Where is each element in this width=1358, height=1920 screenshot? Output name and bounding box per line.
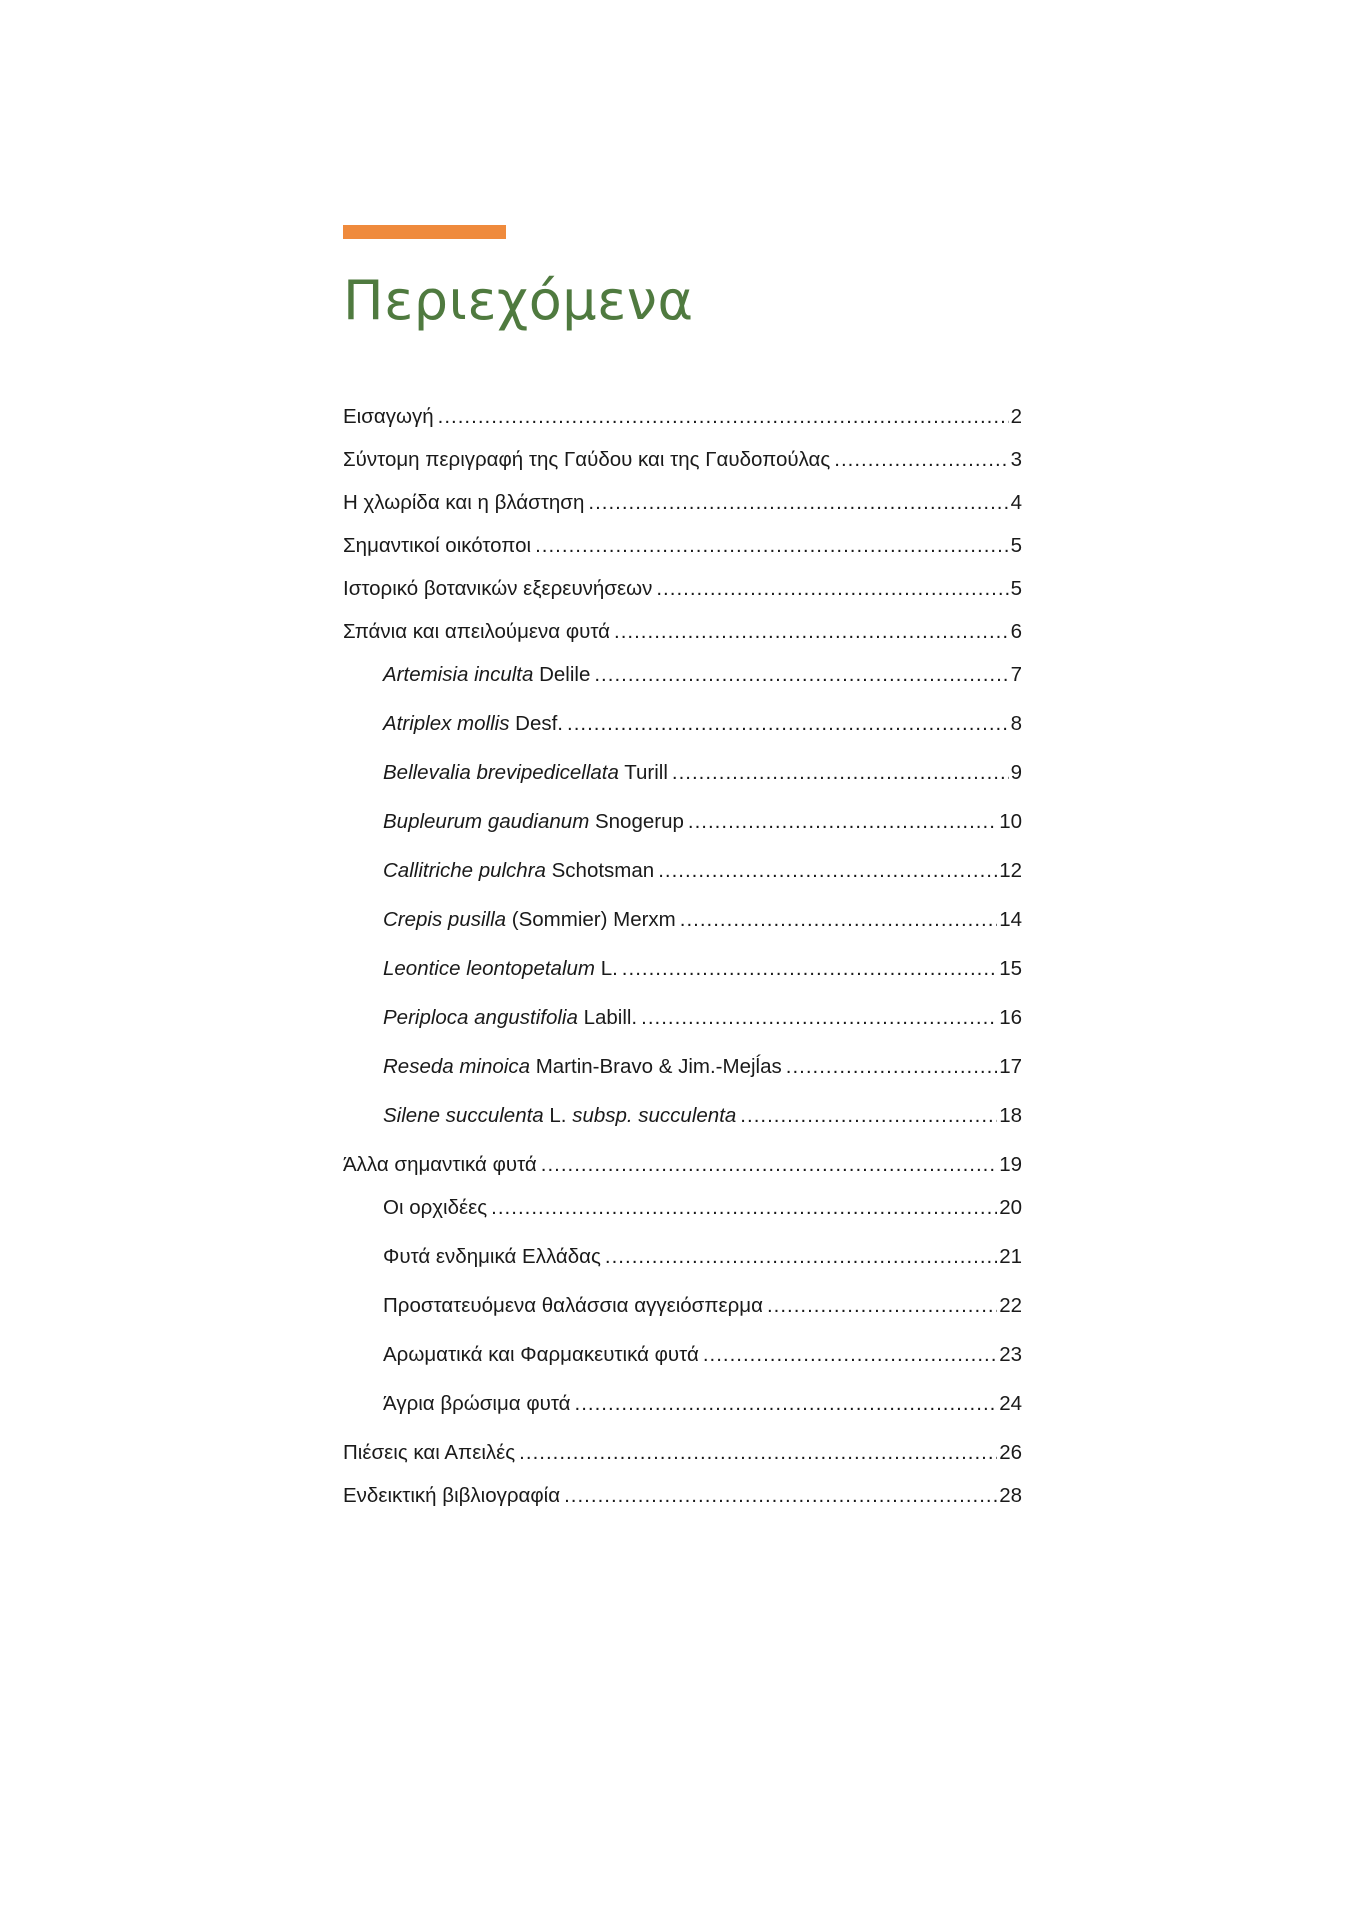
dot-leader: [658, 856, 997, 886]
toc-entry-page-number: 23: [999, 1343, 1022, 1366]
toc-entry-title: [343, 445, 834, 475]
dot-leader: [767, 1291, 997, 1321]
entry-text: Αρωματικά και Φαρμακευτικά φυτά: [383, 1343, 699, 1366]
entry-text: Labill.: [577, 1006, 638, 1029]
toc-entry-page-number: 4: [1010, 491, 1022, 514]
dot-leader: [622, 954, 997, 984]
toc-entry[interactable]: [343, 488, 1022, 518]
species-name: Crepis pusilla: [383, 908, 507, 931]
toc-entry-page-number: 22: [999, 1294, 1022, 1317]
toc-entry-page-number: 17: [999, 1055, 1022, 1078]
entry-text: Schotsman: [545, 859, 655, 882]
entry-text: Οι ορχιδέες: [383, 1196, 488, 1219]
toc-entry-title: [383, 709, 567, 739]
species-name: Artemisia inculta: [383, 663, 534, 686]
toc-entry-title: [343, 402, 438, 432]
toc-entry-page-number: 14: [999, 908, 1022, 931]
toc-entry-page-number: 12: [999, 859, 1022, 882]
dot-leader: [491, 1193, 997, 1223]
species-name: Callitriche pulchra: [383, 859, 546, 882]
toc-entry-page-number: 5: [1010, 534, 1022, 557]
toc-entry-page-number: 26: [999, 1441, 1022, 1464]
entry-text: Προστατευόμενα θαλάσσια αγγειόσπερμα: [383, 1294, 763, 1317]
entry-text: Turill: [618, 761, 668, 784]
dot-leader: [703, 1340, 997, 1370]
entry-text: Desf.: [509, 712, 563, 735]
entry-text: Delile: [533, 663, 591, 686]
entry-text: Martin-Bravo & Jim.-Mejĺas: [530, 1055, 782, 1078]
toc-entry-page-number: 15: [999, 957, 1022, 980]
entry-text: Η χλωρίδα και η βλάστηση: [343, 491, 585, 514]
species-name: Leontice leontopetalum: [383, 957, 595, 980]
toc-entry[interactable]: [383, 660, 1022, 690]
dot-leader: [567, 709, 1009, 739]
toc-entry[interactable]: [343, 402, 1022, 432]
toc-entry[interactable]: [383, 1291, 1022, 1321]
entry-text: Ενδεικτική βιβλιογραφία: [343, 1484, 561, 1507]
entry-text: Σπάνια και απειλούμενα φυτά: [343, 620, 611, 643]
entry-text: Snogerup: [589, 810, 684, 833]
toc-entry-title: [383, 660, 594, 690]
entry-text: Άγρια βρώσιμα φυτά: [383, 1392, 571, 1415]
entry-text: Φυτά ενδημικά Ελλάδας: [383, 1245, 601, 1268]
toc-entry-title: [343, 617, 614, 647]
dot-leader: [672, 758, 1009, 788]
entry-text: Άλλα σημαντικά φυτά: [343, 1153, 537, 1176]
dot-leader: [564, 1481, 997, 1511]
toc-entry-title: [343, 1150, 541, 1180]
entry-text: (Sommier) Merxm: [506, 908, 676, 931]
toc-entry-page-number: 24: [999, 1392, 1022, 1415]
dot-leader: [614, 617, 1009, 647]
toc-entry-page-number: 5: [1010, 577, 1022, 600]
dot-leader: [594, 660, 1008, 690]
toc-entry[interactable]: [343, 1438, 1022, 1468]
toc-entry[interactable]: [383, 1003, 1022, 1033]
entry-text: Σύντομη περιγραφή της Γαύδου και της Γαυδοπούλας: [343, 448, 831, 471]
entry-text: Εισαγωγή: [343, 405, 434, 428]
toc-entry-title: [383, 1242, 605, 1272]
toc-entry-title: [383, 1340, 703, 1370]
entry-text: Σημαντικοί οικότοποι: [343, 534, 532, 557]
toc-entry-title: [383, 1052, 786, 1082]
toc-entry[interactable]: [383, 1389, 1022, 1419]
toc-entry[interactable]: [343, 617, 1022, 647]
toc-page: [343, 225, 1022, 1507]
toc-entry-title: [343, 531, 535, 561]
species-name: Bupleurum gaudianum: [383, 810, 590, 833]
species-name: Reseda minoica: [383, 1055, 530, 1078]
toc-entry-title: [343, 1481, 564, 1511]
toc-entry[interactable]: [343, 1481, 1022, 1511]
toc-entry-page-number: 8: [1010, 712, 1022, 735]
toc-entry[interactable]: [383, 954, 1022, 984]
toc-entry[interactable]: [383, 807, 1022, 837]
toc-entry-page-number: 19: [999, 1153, 1022, 1176]
toc-entry-page-number: 20: [999, 1196, 1022, 1219]
toc-entry-title: [383, 905, 680, 935]
entry-text: Πιέσεις και Απειλές: [343, 1441, 516, 1464]
toc-entry[interactable]: [383, 1193, 1022, 1223]
dot-leader: [740, 1101, 997, 1131]
toc-entry-title: [383, 1291, 767, 1321]
toc-entry-page-number: 9: [1010, 761, 1022, 784]
toc-entry[interactable]: [383, 1052, 1022, 1082]
toc-entry[interactable]: [383, 1340, 1022, 1370]
toc-entry-title: [383, 954, 622, 984]
dot-leader: [605, 1242, 997, 1272]
entry-text: Ιστορικό βοτανικών εξερευνήσεων: [343, 577, 653, 600]
toc-entry[interactable]: [383, 1242, 1022, 1272]
toc-entry-title: [343, 488, 588, 518]
dot-leader: [656, 574, 1008, 604]
dot-leader: [535, 531, 1009, 561]
toc-entry-title: [383, 1003, 641, 1033]
dot-leader: [438, 402, 1009, 432]
toc-entry-page-number: 6: [1010, 620, 1022, 643]
dot-leader: [519, 1438, 997, 1468]
dot-leader: [680, 905, 997, 935]
dot-leader: [588, 488, 1008, 518]
species-name: subsp. succulenta: [572, 1104, 737, 1127]
toc-entry-page-number: 3: [1010, 448, 1022, 471]
species-name: Silene succulenta: [383, 1104, 544, 1127]
toc-entry-title: [383, 758, 672, 788]
page-title: Περιεχόμενα: [343, 269, 694, 332]
toc-entry[interactable]: [383, 1101, 1022, 1131]
toc-entry-page-number: 10: [999, 810, 1022, 833]
accent-bar: [343, 225, 506, 239]
dot-leader: [688, 807, 997, 837]
toc-entry[interactable]: [343, 445, 1022, 475]
toc-entry-title: [383, 1193, 491, 1223]
dot-leader: [786, 1052, 997, 1082]
dot-leader: [834, 445, 1008, 475]
toc-entry-title: [383, 807, 688, 837]
toc-entry-title: [343, 574, 656, 604]
toc-entry-title: [383, 1101, 740, 1131]
toc-entry-page-number: 16: [999, 1006, 1022, 1029]
species-name: Bellevalia brevipedicellata: [383, 761, 619, 784]
toc-entry[interactable]: [383, 905, 1022, 935]
toc-entry-page-number: 18: [999, 1104, 1022, 1127]
toc-entry-page-number: 7: [1010, 663, 1022, 686]
toc-entry[interactable]: [383, 758, 1022, 788]
species-name: Periploca angustifolia: [383, 1006, 578, 1029]
entry-text: L.: [543, 1104, 573, 1127]
species-name: Atriplex mollis: [383, 712, 510, 735]
toc-entry-page-number: 21: [999, 1245, 1022, 1268]
toc-entry[interactable]: [343, 574, 1022, 604]
dot-leader: [541, 1150, 997, 1180]
toc-entry-title: [343, 1438, 519, 1468]
toc-entry-page-number: 2: [1010, 405, 1022, 428]
toc-entry[interactable]: [383, 856, 1022, 886]
toc-entry-page-number: 28: [999, 1484, 1022, 1507]
toc-entry[interactable]: [383, 709, 1022, 739]
dot-leader: [575, 1389, 998, 1419]
toc-entry[interactable]: [343, 1150, 1022, 1180]
toc-entry[interactable]: [343, 531, 1022, 561]
dot-leader: [641, 1003, 997, 1033]
toc-entry-title: [383, 1389, 575, 1419]
entry-text: L.: [595, 957, 618, 980]
toc-entry-title: [383, 856, 658, 886]
